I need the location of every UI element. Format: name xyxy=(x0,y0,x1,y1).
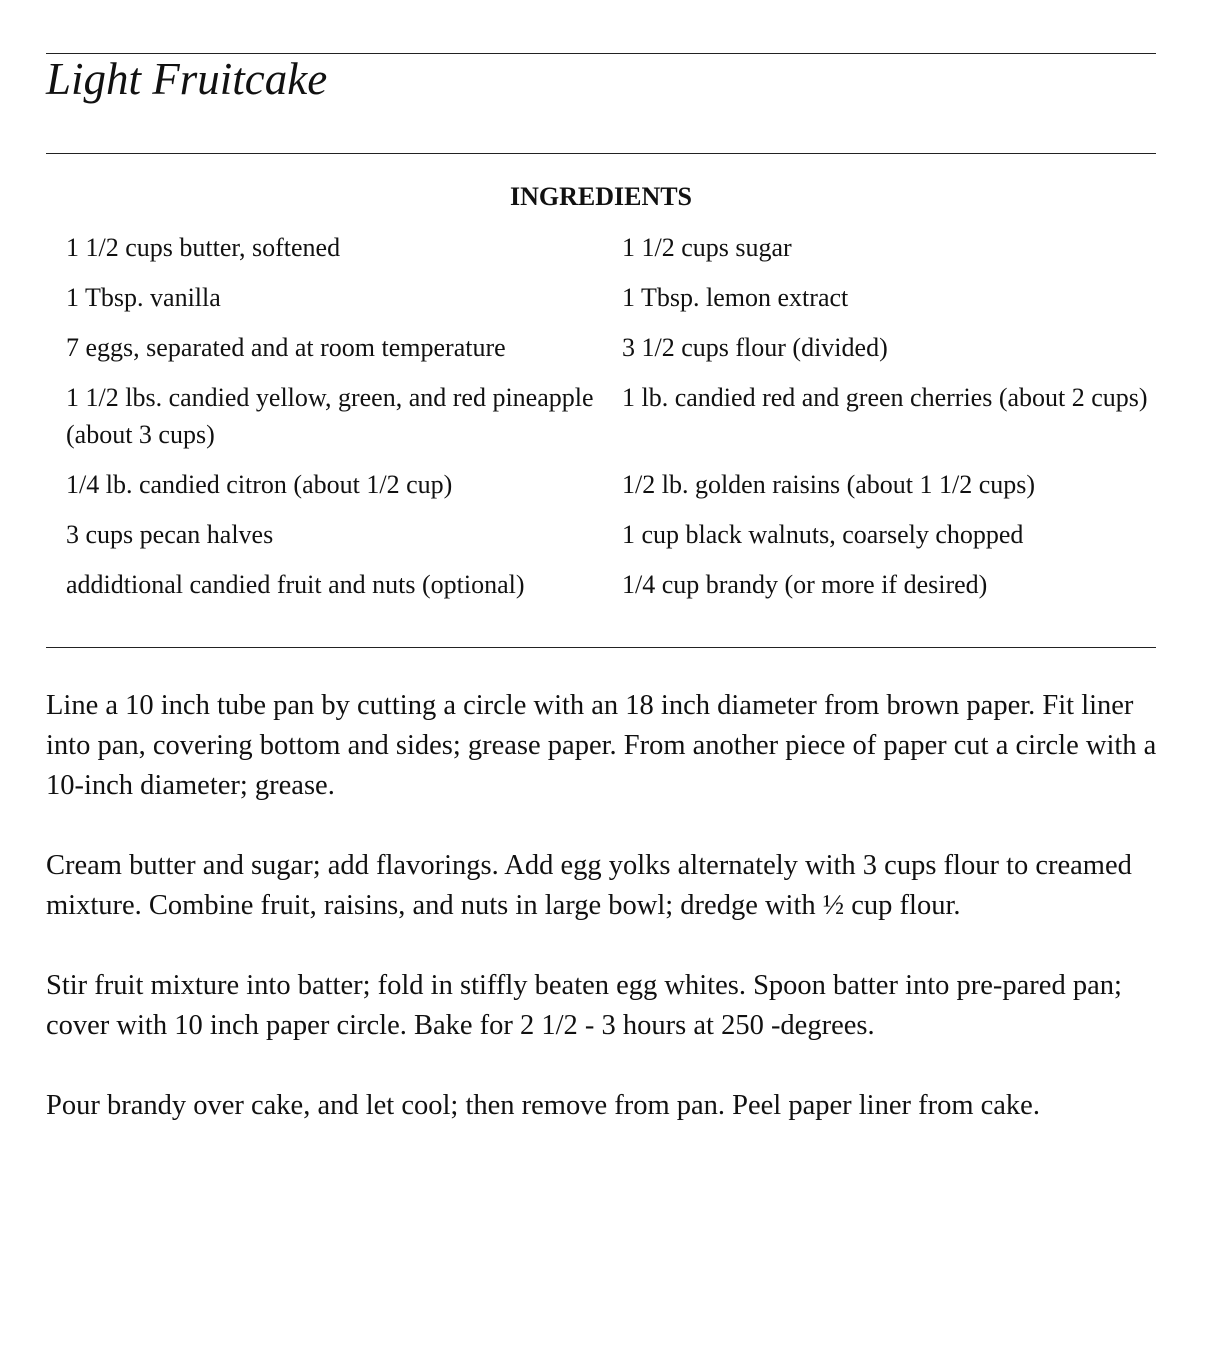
ingredient-item: 1 lb. candied red and green cherries (about 2 cups) xyxy=(622,383,1148,412)
ingredient-item: 3 cups pecan halves xyxy=(66,520,274,549)
ingredient-item: 1 cup black walnuts, coarsely chopped xyxy=(622,520,1024,549)
recipe-title: Light Fruitcake xyxy=(46,54,328,104)
ingredient-item: addidtional candied fruit and nuts (optional) xyxy=(66,570,525,599)
ingredients-divider xyxy=(46,647,1156,648)
ingredient-item: 1 1/2 lbs. candied yellow, green, and red pineapple (about 3 cups) xyxy=(66,383,594,449)
ingredient-item: 1 1/2 cups butter, softened xyxy=(66,233,341,262)
ingredients-list xyxy=(66,229,1156,603)
ingredient-item: 1 Tbsp. vanilla xyxy=(66,283,221,312)
ingredient-item: 1/4 lb. candied citron (about 1/2 cup) xyxy=(66,470,453,499)
title-divider xyxy=(46,153,1156,154)
ingredient-item: 3 1/2 cups flour (divided) xyxy=(622,333,888,362)
instruction-paragraph: Line a 10 inch tube pan by cutting a circle with an 18 inch diameter from brown paper. Fit liner into pan, covering bottom and sides; grease paper. From another piece of paper cut a circle with a 10-inch diameter; grease. xyxy=(46,690,1157,801)
ingredient-item: 1/2 lb. golden raisins (about 1 1/2 cups) xyxy=(622,470,1036,499)
instruction-paragraph: Stir fruit mixture into batter; fold in stiffly beaten egg whites. Spoon batter into pre-pared pan; cover with 10 inch paper circle. Bake for 2 1/2 - 3 hours at 250 -degrees. xyxy=(46,970,1122,1041)
ingredient-item: 1/4 cup brandy (or more if desired) xyxy=(622,570,988,599)
ingredient-item: 1 Tbsp. lemon extract xyxy=(622,283,849,312)
instruction-paragraph: Pour brandy over cake, and let cool; then remove from pan. Peel paper liner from cake. xyxy=(46,1090,1040,1121)
instructions xyxy=(46,686,1161,1166)
instruction-paragraph: Cream butter and sugar; add flavorings. Add egg yolks alternately with 3 cups flour to creamed mixture. Combine fruit, raisins, and nuts in large bowl; dredge with ½ cup flour. xyxy=(46,850,1132,921)
ingredient-item: 7 eggs, separated and at room temperature xyxy=(66,333,506,362)
ingredient-item: 1 1/2 cups sugar xyxy=(622,233,792,262)
ingredients-heading: INGREDIENTS xyxy=(509,182,693,211)
